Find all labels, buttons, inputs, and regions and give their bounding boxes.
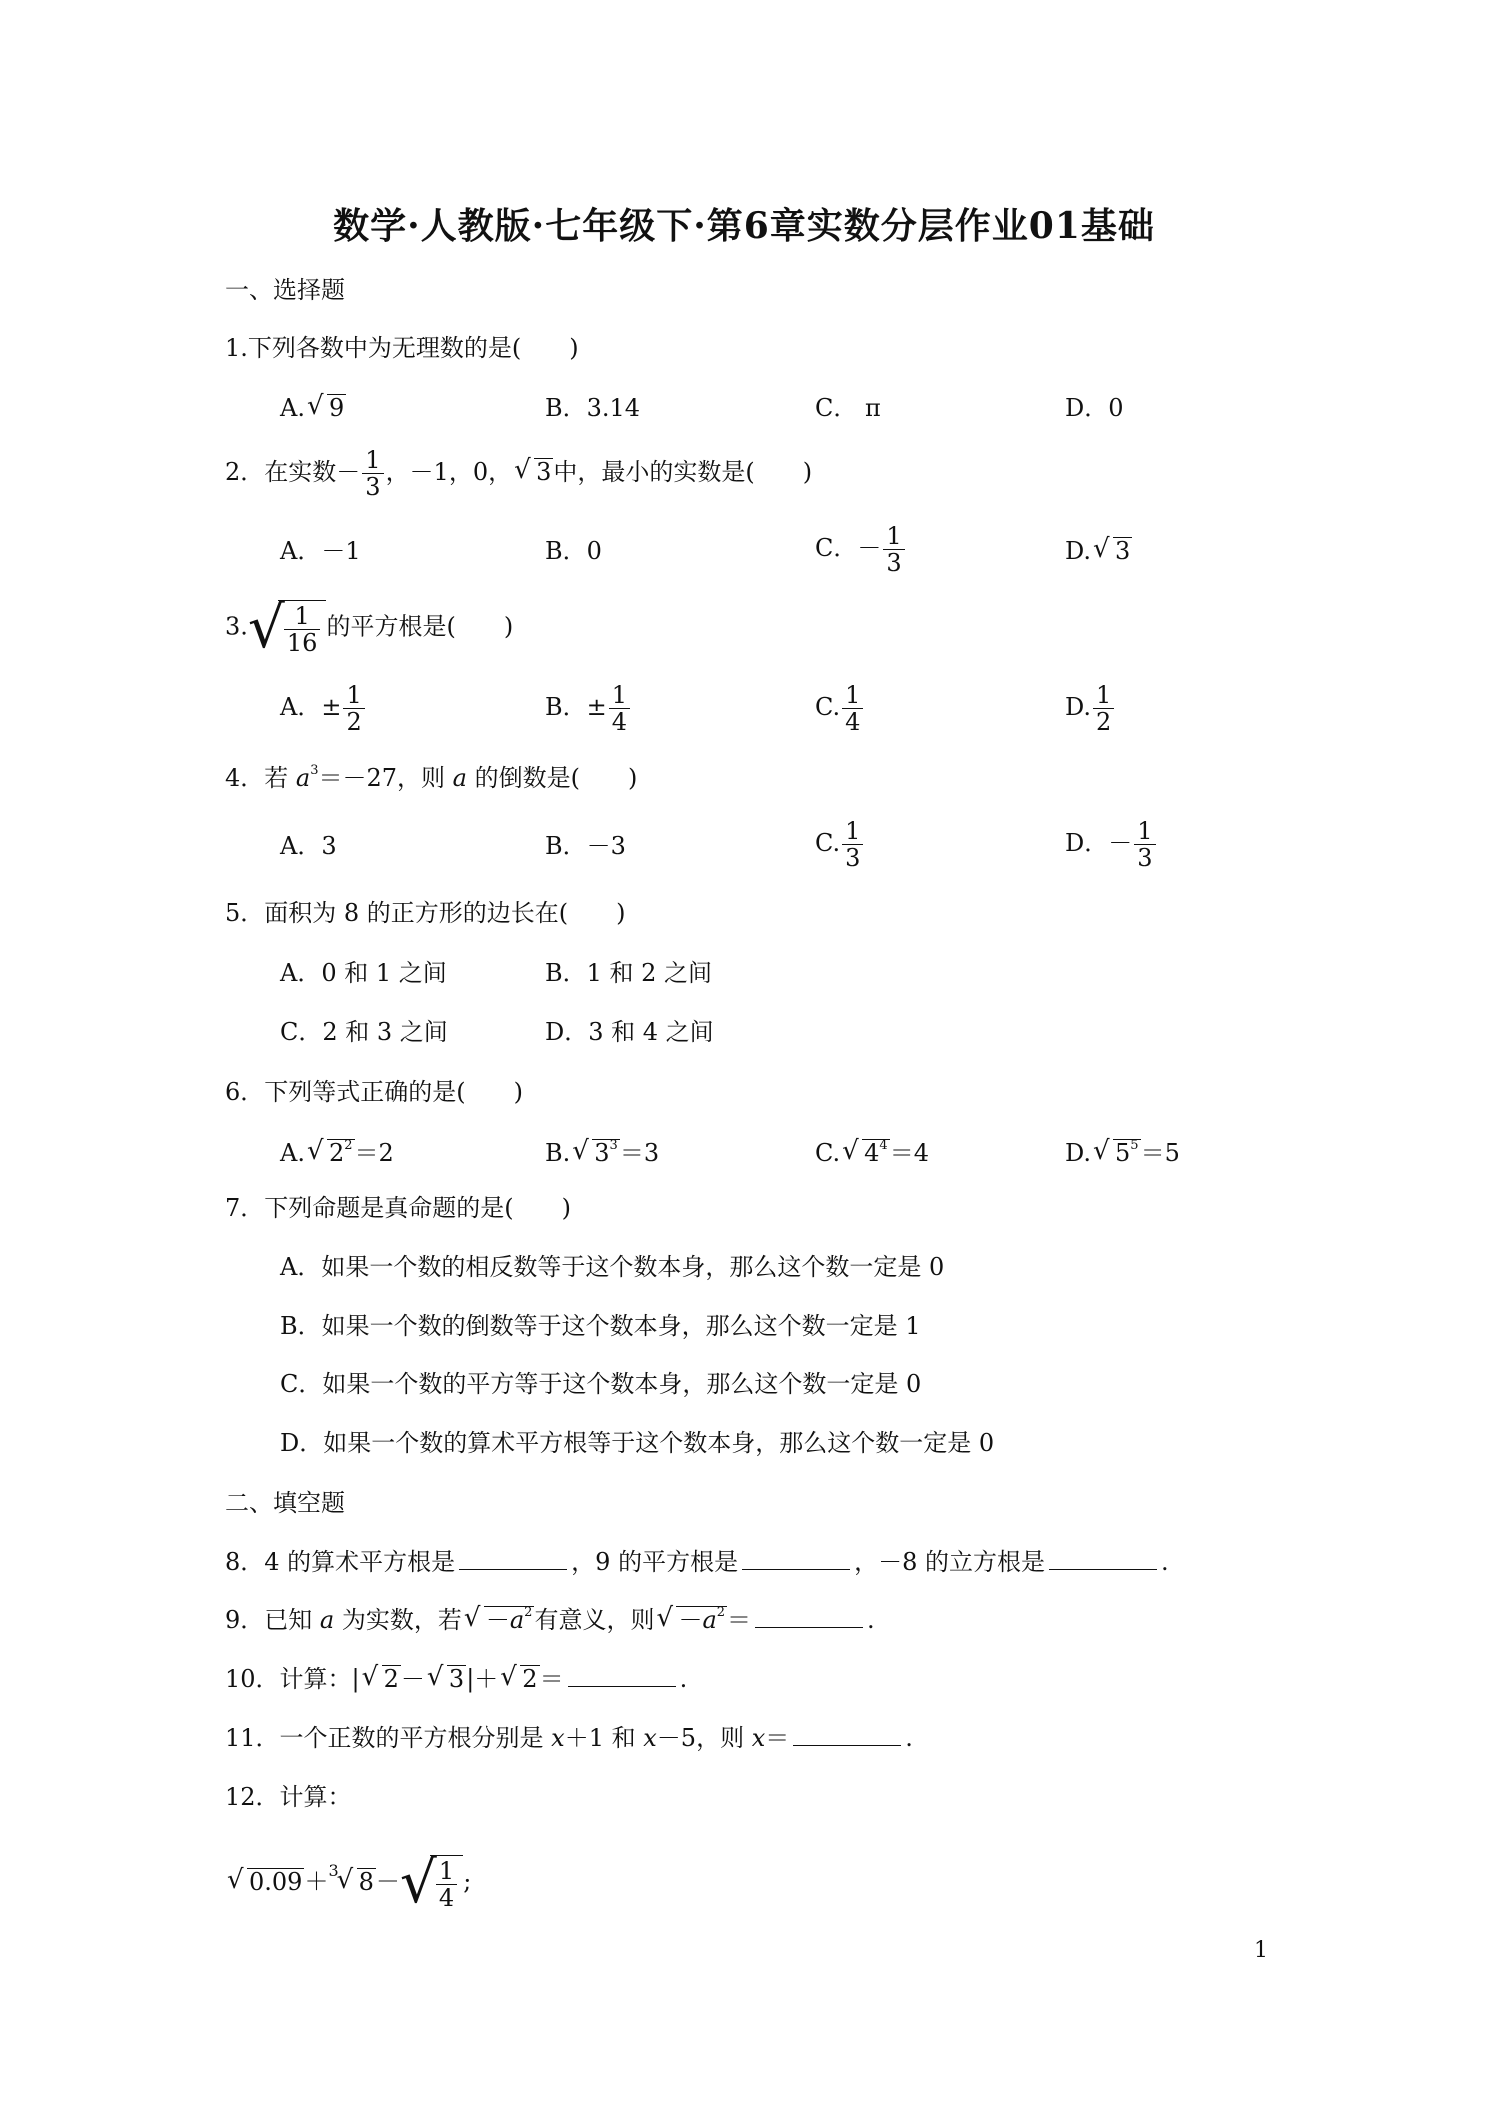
fraction: $\frac{1}{2}$ [1093, 682, 1114, 735]
q4-option-c: C. $\frac{1}{3}$ [815, 818, 865, 871]
q6-option-a: A.√ $2^2=2$ [280, 1138, 394, 1168]
answer-blank[interactable] [459, 1551, 567, 1570]
question-12-expression: √ 0.09＋$^3$√ 8－ √ $\frac{1}{4}$ ; [225, 1855, 471, 1911]
sqrt-symbol: √ 2 [500, 1664, 539, 1694]
q5-option-d: D．3 和 4 之间 [545, 1018, 714, 1046]
q2-option-d: D.√ 3 [1065, 536, 1132, 566]
q7-option-a: A．如果一个数的相反数等于这个数本身，那么这个数一定是 0 [280, 1253, 945, 1281]
sqrt-symbol: √ $-a^2$ [656, 1605, 727, 1635]
sqrt-symbol: √ $5^5$ [1093, 1138, 1141, 1168]
section-heading-choice: 一、选择题 [225, 276, 345, 304]
question-12-stem: 12．计算： [225, 1783, 352, 1811]
q6-option-d: D.√ $5^5=5$ [1065, 1138, 1180, 1168]
q7-option-b: B．如果一个数的倒数等于这个数本身，那么这个数一定是 1 [280, 1312, 921, 1340]
question-6-stem: 6．下列等式正确的是( ) [225, 1078, 523, 1106]
q3-option-c: C. $\frac{1}{4}$ [815, 682, 865, 735]
big-sqrt-symbol: √ $\frac{1}{4}$ [400, 1855, 463, 1911]
answer-blank[interactable] [755, 1609, 863, 1628]
q5-option-c: C．2 和 3 之间 [280, 1018, 448, 1046]
question-4-stem: 4．若 $a^3=-27$，则 a 的倒数是( ) [225, 763, 638, 792]
q1-option-d: D．0 [1065, 394, 1124, 422]
answer-blank[interactable] [793, 1727, 901, 1746]
q2-option-b: B．0 [545, 537, 602, 565]
q4-option-a: A．3 [280, 832, 337, 860]
q2-option-c: C．－ $\frac{1}{3}$ [815, 523, 907, 576]
cube-root-symbol: √ 8 [337, 1867, 376, 1897]
question-2-stem: 2．在实数－ $\frac{1}{3}$ ，－1，0，√ 3中，最小的实数是( ) [225, 447, 812, 500]
fraction: $\frac{1}{3}$ [1134, 818, 1155, 871]
sqrt-symbol: √ 3 [514, 457, 553, 487]
fraction: $\frac{1}{3}$ [883, 523, 904, 576]
q3-option-b: B．± $\frac{1}{4}$ [545, 682, 632, 735]
q5-option-a: A．0 和 1 之间 [280, 959, 447, 987]
answer-blank[interactable] [568, 1668, 676, 1687]
sqrt-symbol: √ $-a^2$ [464, 1605, 535, 1635]
question-3-stem: 3. √ $\frac{1}{16}$ 的平方根是( ) [225, 593, 514, 661]
q3-option-a: A．± $\frac{1}{2}$ [280, 682, 367, 735]
question-5-stem: 5．面积为 8 的正方形的边长在( ) [225, 899, 626, 927]
question-8: 8．4 的算术平方根是 ，9 的平方根是 ，－8 的立方根是 . [225, 1548, 1169, 1576]
question-11: 11．一个正数的平方根分别是 x＋1 和 x－5，则 x＝ . [225, 1724, 913, 1752]
sqrt-symbol: √ $3^3$ [572, 1138, 620, 1168]
page-title: 数学·人教版·七年级下·第6章实数分层作业01基础 [333, 205, 1155, 247]
q7-option-d: D．如果一个数的算术平方根等于这个数本身，那么这个数一定是 0 [280, 1429, 995, 1457]
question-7-stem: 7．下列命题是真命题的是( ) [225, 1194, 571, 1222]
q2-option-a: A．－1 [280, 537, 361, 565]
sqrt-symbol: √ $4^4$ [842, 1138, 890, 1168]
question-9: 9．已知 a 为实数，若√ $-a^2$有意义，则√ $-a^2=$ . [225, 1605, 875, 1635]
big-sqrt-symbol: √ $\frac{1}{16}$ [248, 600, 327, 656]
fraction: $\frac{1}{4}$ [436, 1858, 457, 1911]
fraction: $\frac{1}{16}$ [284, 603, 321, 656]
q6-option-b: B.√ $3^3=3$ [545, 1138, 659, 1168]
fraction: $\frac{1}{4}$ [609, 682, 630, 735]
sqrt-symbol: √ 9 [307, 393, 346, 423]
question-10: 10．计算：|√ 2－√ 3|＋√ 2＝ . [225, 1664, 687, 1694]
q5-option-b: B．1 和 2 之间 [545, 959, 713, 987]
answer-blank[interactable] [1049, 1551, 1157, 1570]
fraction: $\frac{1}{3}$ [362, 447, 383, 500]
sqrt-symbol: √ 0.09 [227, 1867, 304, 1897]
q4-option-d: D．－ $\frac{1}{3}$ [1065, 818, 1158, 871]
q3-option-d: D. $\frac{1}{2}$ [1065, 682, 1116, 735]
sqrt-symbol: √ 3 [427, 1664, 466, 1694]
q1-option-b: B．3.14 [545, 394, 641, 422]
q1-option-c: C． π [815, 394, 881, 422]
question-1-stem: 1.下列各数中为无理数的是( ) [225, 334, 579, 362]
q1-option-a: A.√ 9 [280, 393, 346, 423]
q7-option-c: C．如果一个数的平方等于这个数本身，那么这个数一定是 0 [280, 1370, 922, 1398]
q6-option-c: C.√ $4^4=4$ [815, 1138, 929, 1168]
sqrt-symbol: √ 3 [1093, 536, 1132, 566]
sqrt-symbol: √ $2^2$ [307, 1138, 355, 1168]
fraction: $\frac{1}{4}$ [842, 682, 863, 735]
section-heading-fill: 二、填空题 [225, 1489, 345, 1517]
answer-blank[interactable] [742, 1551, 850, 1570]
page-number: 1 [1254, 1938, 1268, 1963]
q4-option-b: B．－3 [545, 832, 626, 860]
sqrt-symbol: √ 2 [362, 1664, 401, 1694]
fraction: $\frac{1}{3}$ [842, 818, 863, 871]
fraction: $\frac{1}{2}$ [343, 682, 364, 735]
